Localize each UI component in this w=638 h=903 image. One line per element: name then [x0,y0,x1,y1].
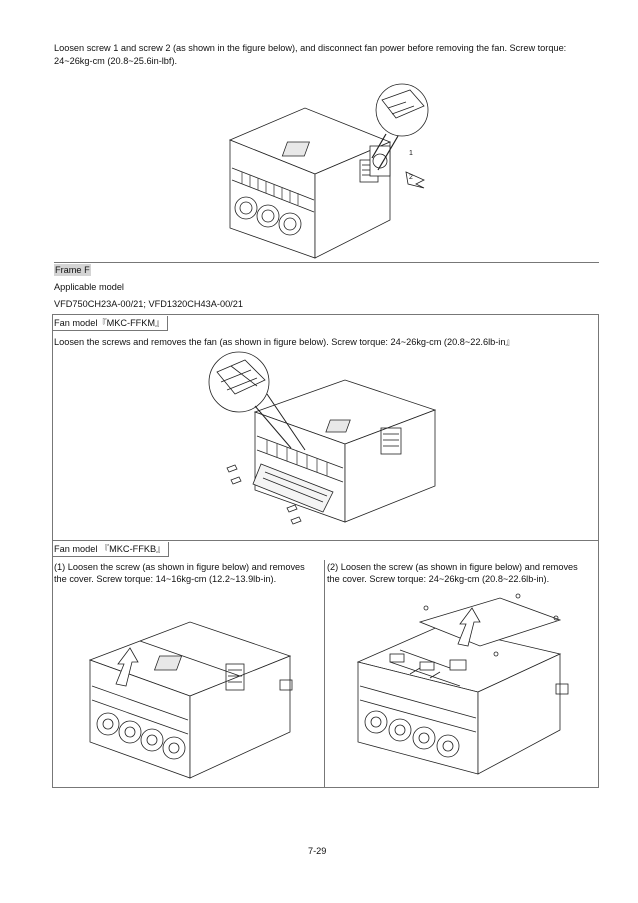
intro-line-2: 24~26kg-cm (20.8~25.6in-lbf). [54,56,178,66]
frame-f-title: Frame F [55,265,90,275]
page-number: 7-29 [308,846,327,856]
ffkb-step1-line1: (1) Loosen the screw (as shown in figure below) and removes [54,562,305,572]
table-right-border [598,314,599,788]
ffkb-title: Fan model 『MKC-FFKB』 [53,542,169,557]
ffkb-step2-figure [350,590,580,780]
table-middle-border [52,540,599,541]
table-column-divider [324,560,325,787]
screw-callout-2: 2 [409,174,413,181]
intro-line-1: Loosen screw 1 and screw 2 (as shown in the figure below), and disconnect fan power before removing the fan. Screw torque: [54,43,567,53]
applicable-model-label: Applicable model [54,282,124,292]
ffkb-step1-line2: the cover. Screw torque: 14~16kg-cm (12.2~13.9lb-in). [54,574,277,584]
ffkb-step2-line1: (2) Loosen the screw (as shown in figure below) and removes [327,562,578,572]
screw-callout-1: 1 [409,150,413,157]
table-bottom-border [52,787,599,788]
ffkm-fan-figure [205,352,445,532]
ffkm-title: Fan model『MKC-FFKM』 [53,316,168,331]
ffkb-step1-figure [80,600,300,780]
applicable-models: VFD750CH23A-00/21; VFD1320CH43A-00/21 [54,299,243,309]
ffkm-instruction: Loosen the screws and removes the fan (as shown in figure below). Screw torque: 24~26kg-cm (20.8~22.6lb-in』 [54,337,515,347]
section-divider [54,262,599,263]
ffkb-step2-line2: the cover. Screw torque: 24~26kg-cm (20.8~22.6lb-in). [327,574,550,584]
table-top-border [52,314,599,315]
fan-removal-figure [210,80,450,258]
